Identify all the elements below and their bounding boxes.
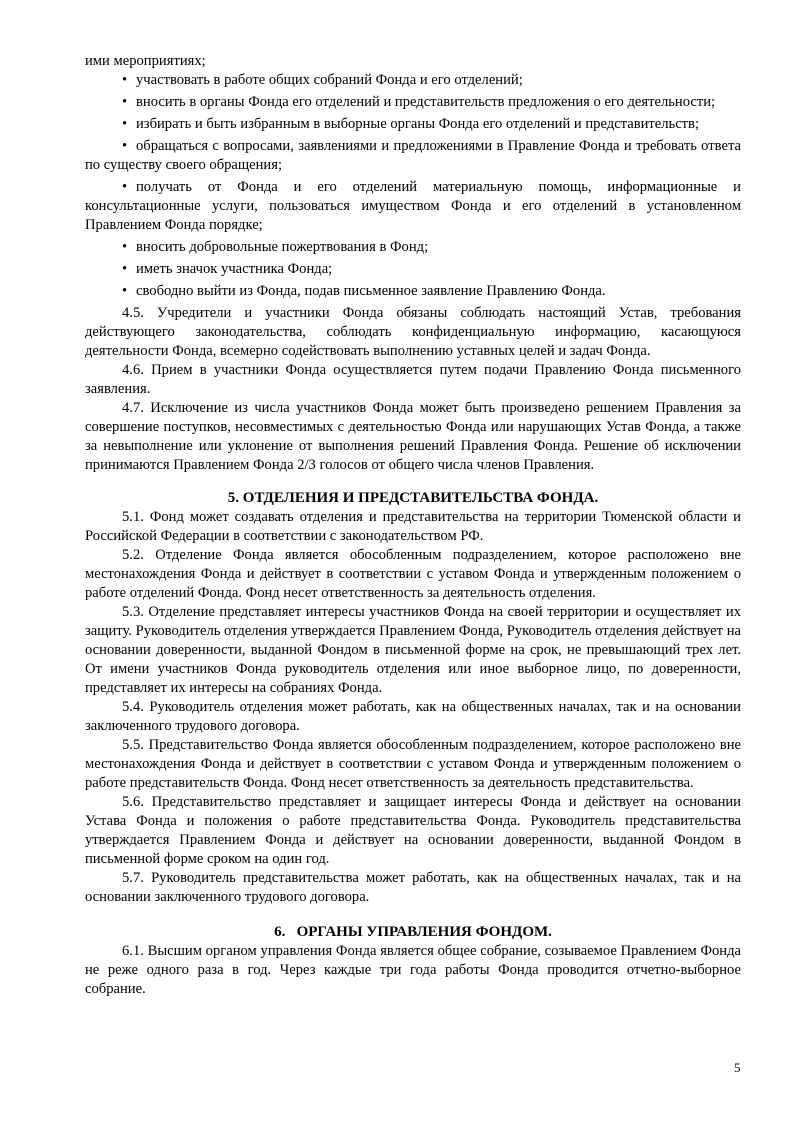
paragraph: ими мероприятиях; bbox=[85, 53, 206, 69]
bullet-item bbox=[85, 71, 741, 90]
bullet-icon: • bbox=[122, 116, 128, 132]
rights-bullet-list bbox=[85, 71, 741, 301]
clause-6-1: 6.1. Высшим органом управления Фонда является общее собрание, созываемое Правлением Фонда не реже одного раза в год. Через каждые три года работы Фонда проводится отчетно-выборное собрание. bbox=[85, 943, 741, 997]
clause-5-7: 5.7. Руководитель представительства может работать, как на общественных началах, так и на основании заключенного трудового договора. bbox=[85, 870, 741, 905]
bullet-item bbox=[85, 93, 741, 112]
bullet-text: вносить добровольные пожертвования в Фонд; bbox=[136, 239, 429, 255]
bullet-text: избирать и быть избранным в выборные органы Фонда его отделений и представительств; bbox=[136, 116, 699, 132]
bullet-icon: • bbox=[122, 72, 128, 88]
bullet-item bbox=[85, 260, 741, 279]
clause-5-1: 5.1. Фонд может создавать отделения и представительства на территории Тюменской области и Российской Федерации в соответствии с законодательством РФ. bbox=[85, 509, 741, 544]
bullet-text: свободно выйти из Фонда, подав письменное заявление Правлению Фонда. bbox=[136, 283, 606, 299]
bullet-item bbox=[85, 282, 741, 301]
section-5-heading: 5. ОТДЕЛЕНИЯ И ПРЕДСТАВИТЕЛЬСТВА ФОНДА. bbox=[227, 490, 599, 506]
bullet-icon: • bbox=[122, 283, 128, 299]
bullet-text: обращаться с вопросами, заявлениями и предложениями в Правление Фонда и требовать ответа по существу своего обращения; bbox=[85, 138, 741, 173]
clause-4-7: 4.7. Исключение из числа участников Фонда может быть произведено решением Правления за совершение поступков, несовместимых с деятельностью Фонда или нарушающих Устав Фонда, а также за невыполнение или уклонение от выполнения решений Правления Фонда. Решение об исключении принимаются Правлением Фонда 2/3 голосов от общего числа членов Правления. bbox=[85, 400, 741, 473]
bullet-text: участвовать в работе общих собраний Фонда и его отделений; bbox=[136, 72, 523, 88]
clause-5-6: 5.6. Представительство представляет и защищает интересы Фонда и действует на основании Устава Фонда и положения о работе представительства Фонда. Руководитель представительства утверждается Правлением Фонда и действует на основании доверенности, выданной Фондом в письменной форме сроком на один год. bbox=[85, 794, 741, 867]
clause-5-5: 5.5. Представительство Фонда является обособленным подразделением, которое расположено вне местонахождения Фонда и действует в соответствии с уставом Фонда и утвержденным положением о работе представительств Фонда. Фонд несет ответственность за деятельность представительства. bbox=[85, 737, 741, 791]
bullet-icon: • bbox=[122, 179, 128, 195]
clause-5-3: 5.3. Отделение представляет интересы участников Фонда на своей территории и осуществляет их защиту. Руководитель отделения утверждается Правлением Фонда, Руководитель отделения действует на основании доверенности, выданной Фондом в письменной форме на срок, не превышающий трех лет. От имени участников Фонда руководитель отделения или иное выборное лицо, по доверенности, представляет их интересы на собраниях Фонда. bbox=[85, 604, 741, 696]
clause-4-5: 4.5. Учредители и участники Фонда обязаны соблюдать настоящий Устав, требования действующего законодательства, соблюдать конфиденциальную информацию, касающуюся деятельности Фонда, всемерно содействовать выполнению уставных целей и задач Фонда. bbox=[85, 305, 741, 359]
bullet-item bbox=[85, 115, 741, 134]
bullet-icon: • bbox=[122, 261, 128, 277]
bullet-text: получать от Фонда и его отделений материальную помощь, информационные и консультационные услуги, пользоваться имуществом Фонда и его отделений в установленном Правлением Фонда порядке; bbox=[85, 179, 741, 233]
bullet-item bbox=[85, 178, 741, 235]
bullet-text: иметь значок участника Фонда; bbox=[136, 261, 333, 277]
bullet-icon: • bbox=[122, 94, 128, 110]
clause-4-6: 4.6. Прием в участники Фонда осуществляется путем подачи Правлению Фонда письменного заявления. bbox=[85, 362, 741, 397]
section-6-heading: 6. ОРГАНЫ УПРАВЛЕНИЯ ФОНДОМ. bbox=[274, 924, 552, 940]
bullet-icon: • bbox=[122, 138, 128, 154]
page-number: 5 bbox=[734, 1060, 741, 1075]
bullet-text: вносить в органы Фонда его отделений и представительств предложения о его деятельности; bbox=[136, 94, 716, 110]
document-page bbox=[85, 52, 741, 999]
clause-5-4: 5.4. Руководитель отделения может работать, как на общественных началах, так и на основании заключенного трудового договора. bbox=[85, 699, 741, 734]
bullet-icon: • bbox=[122, 239, 128, 255]
bullet-item bbox=[85, 238, 741, 257]
clause-5-2: 5.2. Отделение Фонда является обособленным подразделением, которое расположено вне местонахождения Фонда и действует в соответствии с уставом Фонда и утвержденным положением о работе отделений Фонда. Фонд несет ответственность за деятельность отделения. bbox=[85, 547, 741, 601]
bullet-item bbox=[85, 137, 741, 175]
